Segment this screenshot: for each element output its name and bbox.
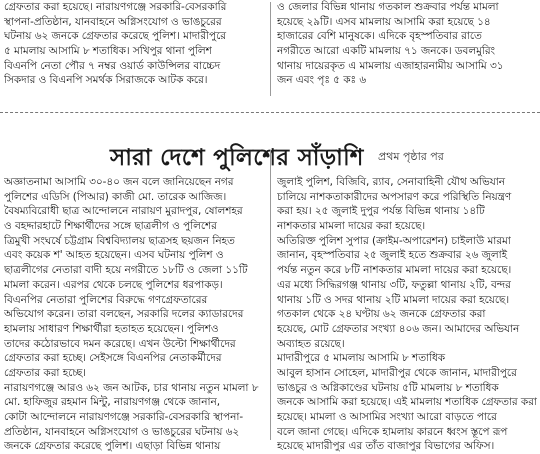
text-line: জুলাই পুলিশ, বিজিবি, র‍্যাব, সেনাবাহিনী যৌথ অভিযান: [277, 176, 505, 188]
text-line: বিএনপি নেতা পৌর ৭ নম্বর ওয়ার্ড কাউন্সিলর বাচ্চেদ: [4, 59, 221, 72]
headline: সারা দেশে পুলিশের সাঁড়াশি: [110, 145, 364, 171]
text-line: গতকাল থেকে ২৪ ঘণ্টায় ৬২ জনকে গ্রেফতার করা: [277, 308, 486, 321]
top-left-column: [4, 0, 266, 88]
text-line: নারায়ণগঞ্জে আরও ৬২ জন আটক, চার থানায় নতুন মামলা ৮: [4, 381, 259, 394]
text-line: জন এবং পৃঃ ৫ কঃ ৬: [277, 74, 367, 87]
text-line: থানায় দায়েরকৃত এ মামলায় এজাহারনামীয় আসামি ৩১: [277, 59, 504, 72]
continuation-note: প্রথম পৃষ্ঠার পর: [378, 150, 444, 163]
text-line: ও জেলার বিভিন্ন থানায় গতকাল শুক্রবার পর্যন্ত মামলা: [277, 1, 499, 13]
text-line: ভাঙচুর ও অগ্নিকাণ্ডের ঘটনায় ৫টি মামলায় ৮ শতাধিক: [277, 381, 499, 394]
text-line: চালিয়ে নাশকতাকারীদের অপসারণ করে পরিস্থিতি নিয়ন্ত্রণ: [277, 190, 512, 203]
text-line: বিএনপির নেতারা পুলিশের বিরুদ্ধে গণগ্রেফতারের: [4, 293, 208, 306]
text-line: পর্যন্ত নতুন করে ৮টি নাশকতার মামলা দায়ের করা হয়েছে।: [277, 264, 512, 277]
text-line: জনকে আসামি করা হয়েছে। এই মামলায় শতাধিক গ্রেফতার করা: [277, 396, 537, 409]
text-line: পুলিশের এডিসি (পিআর) কাজী মো. তারেক আজিজ।: [4, 190, 227, 203]
text-line: গ্রেফতার করা হচ্ছে। সেইসঙ্গে বিএনপির নেতাকর্মীদের: [4, 352, 222, 365]
text-line: বলে জানা গেছে। এদিকে হামলায় কারনে ধ্বংস স্তূপে রূপ: [277, 425, 508, 438]
text-line: বৈষম্যবিরোধী ছাত্র আন্দোলনে নারায়ণ মুরাদপুর, ষোলশহর: [4, 205, 243, 218]
text-line: অভিযোগ করেন। তারা বলছেন, সরকারি দলের ক্যাডারদের: [4, 308, 244, 321]
text-line: আবুল হাসান সোহেল, মাদারীপুর থেকে জানান, মাদারীপুরে: [277, 366, 517, 379]
text-line: নগরীতে আরো একটি মামলায় ৭১ জনকে। ডবলমুরিং: [277, 45, 496, 58]
text-line: জানান, বৃহস্পতিবার ২৫ জুলাই হতে শুক্রবার ২৬ জুলাই: [277, 249, 508, 262]
bottom-right-column: [277, 175, 539, 454]
text-line: হাজারের বেশি মানুষকে। এদিকে বৃহস্পতিবার রাতে: [277, 30, 482, 43]
text-line: হয়েছে। মামলা ও আসামির সংখ্যা আরো বাড়তে পারে: [277, 411, 497, 423]
text-line: স্থাপনা-প্রতিষ্ঠান, যানবাহনে অগ্নিসংযোগ ও ভাঙচুরের: [4, 15, 222, 28]
text-line: ঘটনায় ৬২ জনকে গ্রেফতার করেছে পুলিশ। মাদারীপুরে: [4, 30, 226, 43]
text-line: কোটা আন্দোলনে নারায়ণগঞ্জে সরকারি-বেসরকারি স্থাপনা-: [4, 411, 244, 423]
text-line: ও বহদ্দারহাটে শিক্ষার্থীদের সঙ্গে ছাত্রলীগ ও পুলিশের: [4, 220, 217, 233]
text-line: হয়েছে, মোট গ্রেফতার সংখ্যা ৪০৬ জন। আমাদের অভিযান: [277, 322, 520, 335]
text-line: হামলায় সাধারণ শিক্ষার্থীরা হতাহত হয়েছেন। পুলিশও: [4, 322, 219, 335]
text-line: এর মধ্যে সিদ্ধিরগঞ্জ থানায় ৩টি, ফতুল্লা থানায় ২টি, বন্দর: [277, 278, 511, 291]
text-line: অব্যাহত রয়েছে।: [277, 337, 345, 350]
column-divider-bottom: [270, 150, 271, 440]
article-separator: [0, 112, 540, 113]
text-line: মামলা করেন। এরপর থেকে চলছে পুলিশের ধরপাকড়।: [4, 278, 223, 291]
text-line: ত্রিমুখী সংঘর্ষে চট্টগ্রাম বিশ্ববিদ্যালয় ছাত্রসহ ছয়জন নিহত: [4, 234, 235, 247]
top-right-column: [277, 0, 539, 88]
text-line: থানায় ১টি ও সদর থানায় ২টি মামলা দায়ের করা হয়েছে।: [277, 293, 510, 306]
text-line: প্রতিষ্ঠান, যানবাহনে অগ্নিসংযোগ ও ভাঙচুরের ঘটনায় ৬২: [4, 425, 240, 438]
text-line: গ্রেফতার করা হয়েছে। নারায়ণগঞ্জে সরকারি-বেসরকারি: [4, 1, 227, 13]
text-line: নাশকতার মামলা দায়ের করা হয়েছে।: [277, 220, 426, 233]
text-line: ছাত্রলীগের নেতারা বাদী হয়ে নগরীতে ১৮টি ও জেলা ১১টি: [4, 264, 248, 277]
text-line: ৫ মামলায় আসামি ৮ শতাধিক। সখিপুর থানা পুলিশ: [4, 45, 212, 58]
column-divider-top: [270, 2, 271, 96]
text-line: করা হয়। ২৫ জুলাই দুপুর পর্যন্ত বিভিন্ন থানায় ১৪টি: [277, 205, 485, 218]
text-line: গ্রেফতার করা হচ্ছে।: [4, 366, 86, 379]
text-line: তাদের কঠোরভাবে দমন করেছে। এখন উল্টো শিক্ষার্থীদের: [4, 337, 236, 350]
text-line: মাদারীপুরে ৫ মামলায় আসামি ৮ শতাধিক: [277, 352, 446, 365]
text-line: অতিরিক্ত পুলিশ সুপার (ক্রাইম-অপারেশন) চাইলাউ মারমা: [277, 234, 511, 247]
text-line: সিকদার ও বিএনপি সমর্থক সিরাজকে আটক করে।: [4, 74, 208, 87]
text-line: এবং কয়েক শ' আহত হয়েছেন। এসব ঘটনায় পুলিশ ও: [4, 249, 224, 262]
text-line: হয়েছে মাদারীপুর এর তাঁত বাজাপুর বিভাগের অফিস।: [277, 440, 495, 453]
text-line: জনকে গ্রেফতার করেছে পুলিশ। এছাড়া বিভিন্ন থানায়: [4, 440, 221, 453]
text-line: অজ্ঞাতনামা আসামি ৩০-৪০ জন বলে জানিয়েছেন নগর: [4, 176, 234, 188]
text-line: হয়েছে ২৯টি। এসব মামলায় আসামি করা হয়েছে ১৪: [277, 15, 491, 28]
text-line: মো. হাফিজুর রহমান মিন্টু, নারায়ণগঞ্জ থেকে জানান,: [4, 396, 221, 409]
bottom-left-column: [4, 175, 266, 454]
